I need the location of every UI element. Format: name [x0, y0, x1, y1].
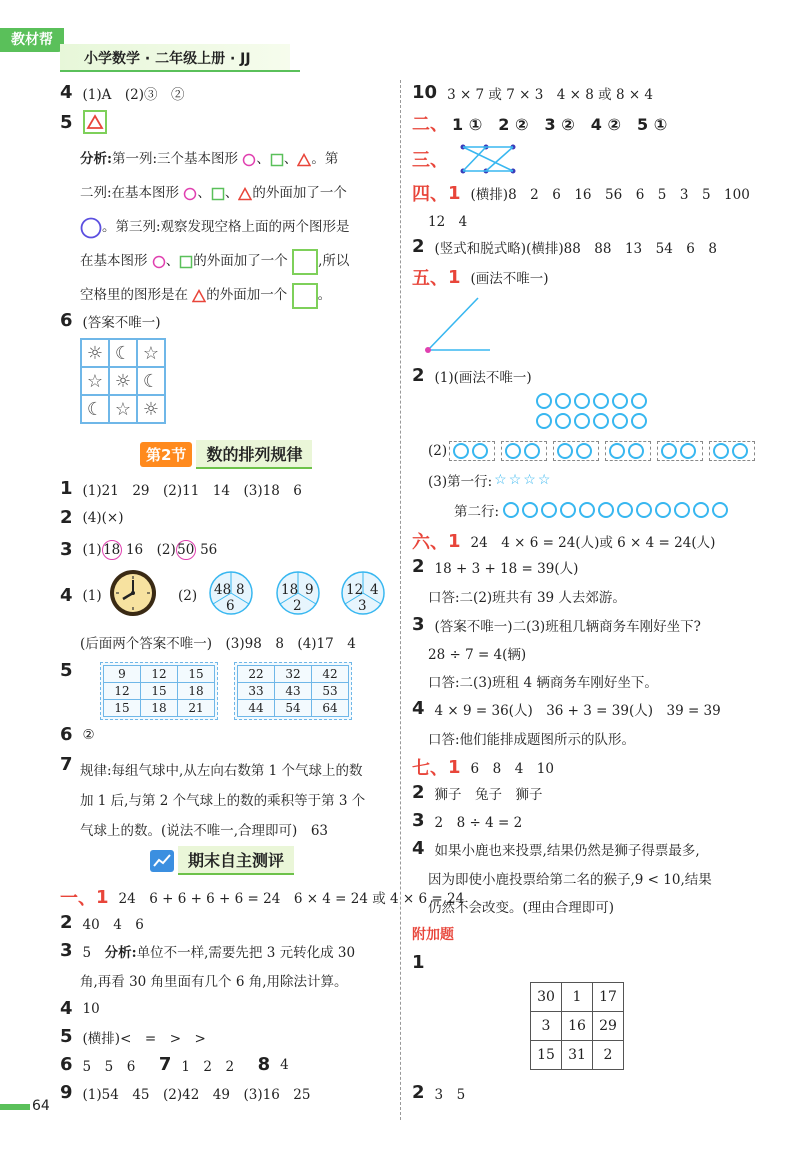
- answer-text: (竖式和脱式略)(横排)88 88 13 54 6 8: [434, 240, 717, 257]
- magic-cell: 31: [562, 1041, 593, 1070]
- part-label: 六、: [412, 532, 448, 553]
- final-q3: [60, 940, 365, 961]
- grid-cell-icon: ☆: [109, 395, 137, 423]
- text-line: 规律:每组气球中,从左向右数第 1 个气球上的数: [80, 763, 363, 779]
- magic-square: [530, 982, 624, 1070]
- question-number: 5: [60, 1026, 73, 1047]
- final-q1: [60, 884, 474, 910]
- question-number: 2: [412, 365, 425, 386]
- ring-icon: [593, 393, 609, 409]
- text-line: 加 1 后,与第 2 个气球上的数的乘积等于第 3 个: [80, 793, 366, 809]
- s2-q2: [60, 507, 134, 528]
- part-7-q4: [412, 838, 710, 859]
- triangle-shape-icon: [192, 289, 206, 303]
- question-number: 6: [60, 724, 73, 745]
- part-7-q3: [412, 810, 532, 831]
- answer-text: 1 ① 2 ② 3 ② 4 ② 5 ①: [452, 114, 668, 134]
- answer-text: 18 + 3 + 18 = 39(人): [434, 560, 579, 577]
- text: 5: [82, 944, 105, 961]
- header-badge: 教材帮: [0, 28, 64, 52]
- column-divider: [400, 80, 401, 1120]
- question-number: 7: [60, 754, 73, 775]
- text: 、: [197, 185, 211, 201]
- sun-moon-star-grid: [80, 338, 166, 424]
- answer-text: (1)21 29 (2)11 14 (3)18 6: [82, 482, 302, 499]
- ring-icon: [598, 502, 614, 518]
- question-number: 6: [60, 310, 73, 331]
- answer-text: ②: [82, 726, 95, 743]
- square-shape-icon: [270, 153, 284, 167]
- part-label: 五、: [412, 268, 448, 289]
- question-number: 10: [412, 82, 438, 103]
- clock-icon: [108, 568, 158, 618]
- grid-cell-icon: ☾: [137, 367, 165, 395]
- question-number: 3: [412, 614, 425, 635]
- text: 。: [317, 287, 332, 303]
- ring-group: [709, 441, 755, 461]
- s2-q4: [60, 585, 112, 606]
- header-title: 小学数学 · 二年级上册 · JJ: [84, 51, 251, 67]
- s2-q1: [60, 478, 312, 499]
- ring-icon: [631, 413, 647, 429]
- question-number: 2: [412, 236, 425, 257]
- table-cell: 12: [104, 683, 141, 700]
- question-number: 8: [257, 1054, 271, 1075]
- answer-text: 口答:二(3)班租 4 辆商务车刚好坐下。: [428, 675, 658, 691]
- answer-text: 6 8 4 10: [470, 761, 554, 777]
- answer-text: 12 4: [428, 214, 468, 230]
- text: 的外面加了一个: [193, 253, 288, 269]
- part-3: [412, 142, 528, 176]
- text: 56: [200, 542, 218, 558]
- big-square-icon: [292, 283, 318, 309]
- question-number: 3: [60, 940, 73, 961]
- table-row: [238, 683, 349, 700]
- big-square-icon: [292, 249, 318, 275]
- ring-icon: [560, 502, 576, 518]
- triangle-shape-icon: [297, 153, 311, 167]
- grid-cell-icon: ☾: [81, 395, 109, 423]
- answer-text: 10: [82, 1000, 100, 1017]
- magic-cell: 29: [593, 1012, 624, 1041]
- s2-q7-text: [80, 756, 365, 846]
- circle-value: 4: [370, 582, 379, 598]
- table-row: [531, 1041, 624, 1070]
- ring-icon: [593, 413, 609, 429]
- final-q2: [60, 912, 154, 933]
- text: (1): [82, 587, 102, 604]
- text: ,所以: [318, 253, 350, 269]
- extra-q1: [412, 952, 435, 973]
- ring-group: [449, 441, 495, 461]
- circle-value: 2: [293, 598, 302, 614]
- question-number: 4: [60, 998, 73, 1019]
- number-circle: [275, 570, 321, 616]
- question-number: 2: [412, 1082, 425, 1103]
- answer-text: 24 4 × 6 = 24(人)或 6 × 4 = 24(人): [470, 535, 716, 551]
- table-cell: 15: [141, 683, 178, 700]
- left-q4: [60, 82, 195, 103]
- text: (1): [82, 542, 102, 558]
- circled-answer: 50: [177, 542, 195, 558]
- left-q5-analysis: [80, 142, 390, 312]
- ring-icon: [617, 502, 633, 518]
- circle-value: 9: [305, 582, 314, 598]
- answer-text: 狮子 兔子 狮子: [434, 786, 543, 803]
- analysis-label: 分析:: [80, 151, 112, 167]
- magic-cell: 2: [593, 1041, 624, 1070]
- answer-text: (1)(画法不唯一): [434, 369, 532, 386]
- section-tag: 第2节: [140, 442, 192, 467]
- part-label: 二、: [412, 114, 448, 135]
- part-5-q2: [412, 365, 542, 386]
- answer-text: 5 5 6: [82, 1058, 149, 1075]
- question-number: 2: [412, 782, 425, 803]
- part-7-q2: [412, 782, 553, 803]
- grid-cell-icon: ☾: [109, 339, 137, 367]
- number-circle: [340, 570, 386, 616]
- text: (2): [428, 443, 448, 459]
- final-q4: [60, 998, 110, 1019]
- ring-icon: [612, 393, 628, 409]
- part-5-q2-row1: [428, 470, 562, 490]
- text: 的外面加了一个: [252, 185, 347, 201]
- page-number: 64: [32, 1098, 50, 1114]
- answer-text: 28 ÷ 7 = 4(辆): [428, 647, 527, 663]
- number-table-2: [234, 662, 352, 720]
- text-line: 气球上的数。(说法不唯一,合理即可) 63: [80, 823, 329, 839]
- answer-text: (4)(×): [82, 509, 124, 526]
- grid-cell-icon: ☆: [81, 367, 109, 395]
- ring-icon: [612, 413, 628, 429]
- question-number: 4: [60, 585, 73, 606]
- table-cell: 64: [312, 700, 349, 717]
- answer-text: (后面两个答案不唯一) (3)98 8 (4)17 4: [80, 636, 356, 652]
- answer-text: (横排)8 2 6 16 56 6 5 3 5 100: [470, 187, 750, 203]
- answer-text: (答案不唯一): [82, 314, 161, 331]
- ring-group: [605, 441, 651, 461]
- text: 在基本图形: [80, 253, 148, 269]
- final-q9: [60, 1082, 320, 1103]
- ring-icon: [503, 502, 519, 518]
- left-q6: [60, 310, 171, 331]
- answer-text: 24 6 + 6 + 6 + 6 = 24 6 × 4 = 24 或 4 × 6 = 24: [118, 891, 465, 907]
- answer-text: 4: [280, 1056, 289, 1073]
- text: 、: [256, 151, 270, 167]
- text: 第一列:三个基本图形: [111, 151, 239, 167]
- triangle-shape-icon: [238, 187, 252, 201]
- table-cell: 44: [238, 700, 275, 717]
- answer-text: 3 × 7 或 7 × 3 4 × 8 或 8 × 4: [447, 86, 654, 103]
- ring-icon: [636, 502, 652, 518]
- magic-cell: 16: [562, 1012, 593, 1041]
- table-cell: 22: [238, 666, 275, 683]
- text: 空格里的图形是在: [80, 287, 188, 303]
- ring-group: [501, 441, 547, 461]
- question-number: 1: [448, 266, 461, 288]
- section-heading: [140, 440, 312, 469]
- answer-text: 40 4 6: [82, 916, 144, 933]
- table-row: [531, 1012, 624, 1041]
- section-title: 期末自主测评: [178, 846, 294, 875]
- table-cell: 18: [141, 700, 178, 717]
- answer-text: 4 × 9 = 36(人) 36 + 3 = 39(人) 39 = 39: [434, 702, 721, 719]
- table-cell: 54: [275, 700, 312, 717]
- answer-text: 如果小鹿也来投票,结果仍然是狮子得票最多,: [434, 842, 700, 859]
- table-cell: 15: [178, 666, 215, 683]
- table-cell: 32: [275, 666, 312, 683]
- text: (3)第一行:: [428, 474, 493, 490]
- circle-shape-icon: [183, 187, 197, 201]
- part-5-q2-row2: [454, 500, 731, 520]
- text: 单位不一样,需要先把 3 元转化成 30: [136, 944, 356, 961]
- angle-drawing: [420, 292, 500, 358]
- ring-group: [553, 441, 599, 461]
- analysis-label: 分析:: [104, 944, 137, 961]
- s2-q3: [60, 538, 227, 560]
- ring-icon: [712, 502, 728, 518]
- ring-icon: [674, 502, 690, 518]
- footer-bar: [0, 1104, 30, 1110]
- part-label: 七、: [412, 758, 448, 779]
- circle-shape-icon: [152, 255, 166, 269]
- ring-icon: [541, 502, 557, 518]
- number-circle: [208, 570, 254, 616]
- table-cell: 18: [178, 683, 215, 700]
- question-number: 5: [60, 660, 73, 681]
- stars-icon: ☆☆☆☆: [494, 472, 553, 488]
- ring-icon: [655, 502, 671, 518]
- magic-cell: 3: [531, 1012, 562, 1041]
- question-number: 1: [412, 952, 425, 973]
- answer-text: 3 5: [434, 1086, 466, 1103]
- question-number: 1: [448, 756, 461, 778]
- answer-text: (画法不唯一): [470, 271, 549, 287]
- s2-q6: [60, 724, 105, 745]
- part-label: 一、: [60, 888, 96, 909]
- grid-cell-icon: ☼: [137, 395, 165, 423]
- answer-text: 因为即使小鹿投票给第二名的猴子,9 < 10,结果: [428, 872, 712, 888]
- table-cell: 15: [104, 700, 141, 717]
- question-number: 4: [412, 838, 425, 859]
- rings-grid: [536, 393, 650, 429]
- final-q6-8: [60, 1054, 299, 1075]
- table-cell: 21: [178, 700, 215, 717]
- ring-icon: [555, 413, 571, 429]
- left-q5: [60, 110, 117, 134]
- text: 。第: [311, 151, 339, 167]
- table-row: [531, 983, 624, 1012]
- magic-cell: 17: [593, 983, 624, 1012]
- part-4-q2: [412, 236, 727, 257]
- header-line: [60, 70, 300, 72]
- circle-value: 12: [346, 582, 364, 598]
- ring-icon: [555, 393, 571, 409]
- s2-q7: [60, 754, 73, 775]
- extra-q2: [412, 1082, 475, 1103]
- part-6-q4: [412, 698, 731, 719]
- table-cell: 53: [312, 683, 349, 700]
- right-q10: [412, 82, 663, 103]
- table-cell: 42: [312, 666, 349, 683]
- circle-shape-icon: [242, 153, 256, 167]
- answer-text: 口答:他们能排成题图所示的队形。: [428, 732, 636, 748]
- grid-cell-icon: ☼: [109, 367, 137, 395]
- ring-icon: [693, 502, 709, 518]
- square-shape-icon: [179, 255, 193, 269]
- magic-cell: 15: [531, 1041, 562, 1070]
- triangle-answer-icon: [83, 110, 107, 134]
- ring-icon: [574, 393, 590, 409]
- ring-icon: [579, 502, 595, 518]
- part-6-q2: [412, 556, 588, 577]
- text: 16 (2): [125, 542, 176, 558]
- circled-answer: 18: [103, 542, 121, 558]
- question-number: 4: [412, 698, 425, 719]
- circle-value: 48: [214, 582, 232, 598]
- question-number: 1: [96, 886, 109, 908]
- big-circle-icon: [80, 217, 102, 239]
- grid-cell-icon: ☼: [81, 339, 109, 367]
- question-number: 3: [60, 538, 73, 560]
- ring-icon: [631, 393, 647, 409]
- question-number: 3: [412, 810, 425, 831]
- circle-value: 18: [281, 582, 299, 598]
- ring-group: [657, 441, 703, 461]
- question-number: 2: [60, 912, 73, 933]
- table-row: [104, 666, 215, 683]
- text: 、: [165, 253, 180, 269]
- question-number: 2: [412, 556, 425, 577]
- text: 第二行:: [454, 504, 500, 520]
- rings-row: [536, 413, 650, 429]
- answer-text: 角,再看 30 角里面有几个 6 角,用除法计算。: [80, 974, 348, 990]
- ring-icon: [574, 413, 590, 429]
- text: 、: [224, 185, 239, 201]
- table-row: [238, 700, 349, 717]
- answer-text: 口答:二(2)班共有 39 人去郊游。: [428, 590, 626, 606]
- part-label: 三、: [412, 150, 448, 171]
- text: (2): [178, 588, 198, 604]
- text: 二列:在基本图形: [80, 185, 180, 201]
- chart-icon: [150, 850, 174, 872]
- answer-text: (1)A (2)③ ②: [82, 86, 185, 103]
- table-cell: 9: [104, 666, 141, 683]
- table-row: [104, 683, 215, 700]
- answer-text: 2 8 ÷ 4 = 2: [434, 814, 523, 831]
- s2-q5: [60, 660, 83, 681]
- section-heading: [150, 846, 294, 875]
- question-number: 6: [60, 1054, 73, 1075]
- final-q5: [60, 1026, 216, 1047]
- ring-icon: [522, 502, 538, 518]
- circle-value: 3: [358, 598, 367, 614]
- part-5-q2-groups: [428, 441, 761, 461]
- rings-row: [536, 393, 650, 409]
- part-4-q1: [412, 180, 760, 206]
- table-row: [104, 700, 215, 717]
- answer-text: 1 2 2: [181, 1058, 248, 1075]
- question-number: 1: [448, 530, 461, 552]
- part-2: [412, 110, 677, 136]
- answer-text: (答案不唯一)二(3)班租几辆商务车刚好坐下?: [434, 618, 701, 635]
- question-number: 4: [60, 82, 73, 103]
- question-number: 5: [60, 111, 73, 133]
- text: 。第三列:观察发现空格上面的两个图形是: [102, 219, 350, 235]
- question-number: 1: [448, 182, 461, 204]
- answer-text: 仍然不会改变。(理由合理即可): [428, 900, 615, 916]
- table-cell: 33: [238, 683, 275, 700]
- matching-lines-diagram: [458, 142, 518, 176]
- part-6-q1: [412, 528, 725, 554]
- part-5-q1: [412, 264, 559, 290]
- ring-icon: [536, 413, 552, 429]
- text: 的外面加一个: [206, 287, 288, 303]
- square-shape-icon: [211, 187, 225, 201]
- circle-value: 6: [226, 598, 235, 614]
- magic-cell: 30: [531, 983, 562, 1012]
- table-row: [238, 666, 349, 683]
- text: 、: [283, 151, 298, 167]
- ring-icon: [536, 393, 552, 409]
- question-number: 2: [60, 507, 73, 528]
- grid-cell-icon: ☆: [137, 339, 165, 367]
- question-number: 1: [60, 478, 73, 499]
- question-number: 9: [60, 1082, 73, 1103]
- part-7-q1: [412, 754, 564, 780]
- section-title: 数的排列规律: [196, 440, 312, 469]
- table-cell: 43: [275, 683, 312, 700]
- number-table-1: [100, 662, 218, 720]
- magic-cell: 1: [562, 983, 593, 1012]
- answer-text: (横排)< = > >: [82, 1030, 206, 1047]
- circle-value: 8: [236, 582, 245, 598]
- part-6-q3: [412, 614, 711, 635]
- extra-title: 附加题: [412, 927, 454, 943]
- question-number: 7: [158, 1054, 172, 1075]
- answer-text: (1)54 45 (2)42 49 (3)16 25: [82, 1086, 311, 1103]
- part-label: 四、: [412, 184, 448, 205]
- table-cell: 12: [141, 666, 178, 683]
